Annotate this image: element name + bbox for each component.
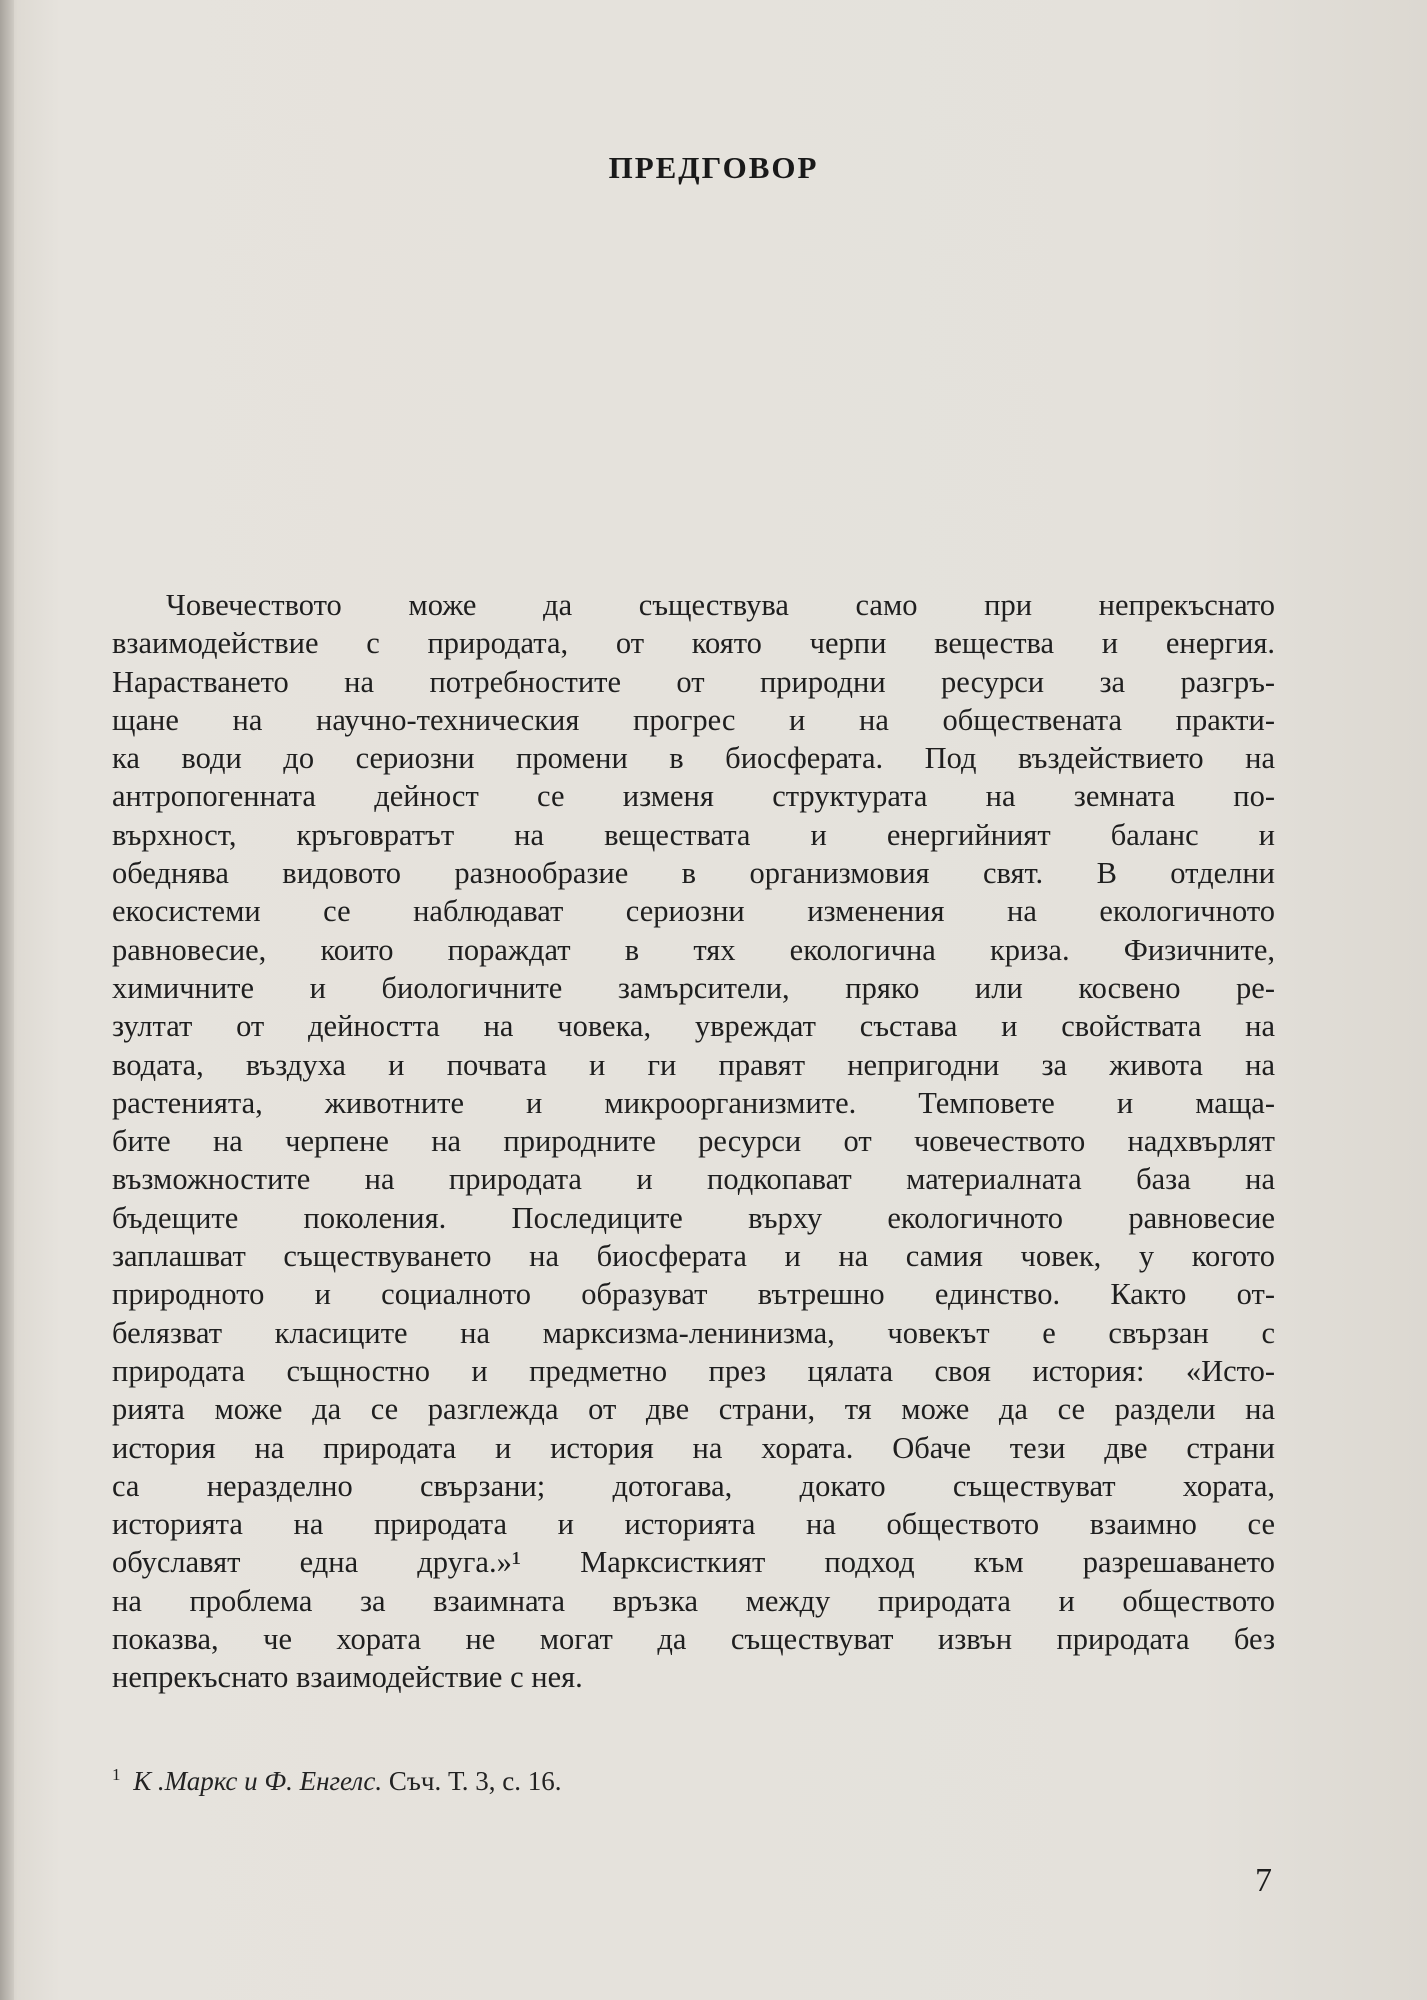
text-line: обеднява видовото разнообразие в организмовия свят. В отделни [112,856,1275,891]
page-number: 7 [1255,1862,1272,1899]
text-line: Нарастването на потребностите от природни ресурси за разгръ- [112,664,1275,699]
text-line: обуславят една друга.»¹ Марксисткият подход към разрешаването [112,1545,1275,1580]
text-line: са неразделно свързани; дотогава, докато съществуват хората, [112,1468,1275,1503]
text-line: екосистеми се наблюдават сериозни изменения на екологичното [112,894,1275,929]
text-line: белязват класиците на марксизма-ленинизма, човекът е свързан с [112,1315,1275,1350]
text-line: водата, въздуха и почвата и ги правят непригодни за живота на [112,1047,1275,1082]
text-line: взаимодействие с природата, от която черпи вещества и енергия. [112,626,1275,661]
text-line: на проблема за взаимната връзка между природата и обществото [112,1583,1275,1618]
text-line: равновесие, които пораждат в тях екологична криза. Физичните, [112,932,1275,967]
page-edge-shadow [0,0,14,2000]
text-line: бите на черпене на природните ресурси от човечеството надхвърлят [112,1124,1275,1159]
text-line: природата същностно и предметно през цялата своя история: «Исто- [112,1353,1275,1388]
text-line: ка води до сериозни промени в биосферата. Под въздействието на [112,741,1275,776]
text-line: показва, че хората не могат да съществуват извън природата без [112,1622,1275,1657]
text-line: зултат от дейността на човека, увреждат състава и свойствата на [112,1009,1275,1044]
text-line: история на природата и история на хората. Обаче тези две страни [112,1430,1275,1465]
text-line: историята на природата и историята на обществото взаимно се [112,1507,1275,1542]
text-line: химичните и биологичните замърсители, пряко или косвено ре- [112,970,1275,1005]
text-line: непрекъснато взаимодействие с нея. [112,1660,583,1695]
body-paragraph [112,586,1275,1697]
footnote-reference: Съч. Т. 3, с. 16. [388,1766,562,1796]
footnote [112,1765,561,1797]
footnote-authors: К .Маркс и Ф. Енгелс. [133,1766,383,1796]
text-line: природното и социалното образуват вътрешно единство. Както от- [112,1277,1275,1312]
text-line: растенията, животните и микроорганизмите. Темповете и маща- [112,1085,1275,1120]
page-heading: ПРЕДГОВОР [608,150,819,185]
text-line: бъдещите поколения. Последиците върху екологичното равновесие [112,1200,1275,1235]
text-line: Човечеството може да съществува само при непрекъснато [166,588,1275,622]
text-line: щане на научно-техническия прогрес и на обществената практи- [112,702,1275,737]
text-line: заплашват съществуването на биосферата и на самия човек, у когото [112,1239,1275,1274]
text-line: възможностите на природата и подкопават материалната база на [112,1162,1275,1197]
text-line: върхност, кръговратът на веществата и енергийният баланс и [112,817,1275,852]
text-line: антропогенната дейност се изменя структурата на земната по- [112,779,1275,814]
text-line: рията може да се разглежда от две страни, тя може да се раздели на [112,1392,1275,1427]
footnote-marker: 1 [112,1765,121,1784]
